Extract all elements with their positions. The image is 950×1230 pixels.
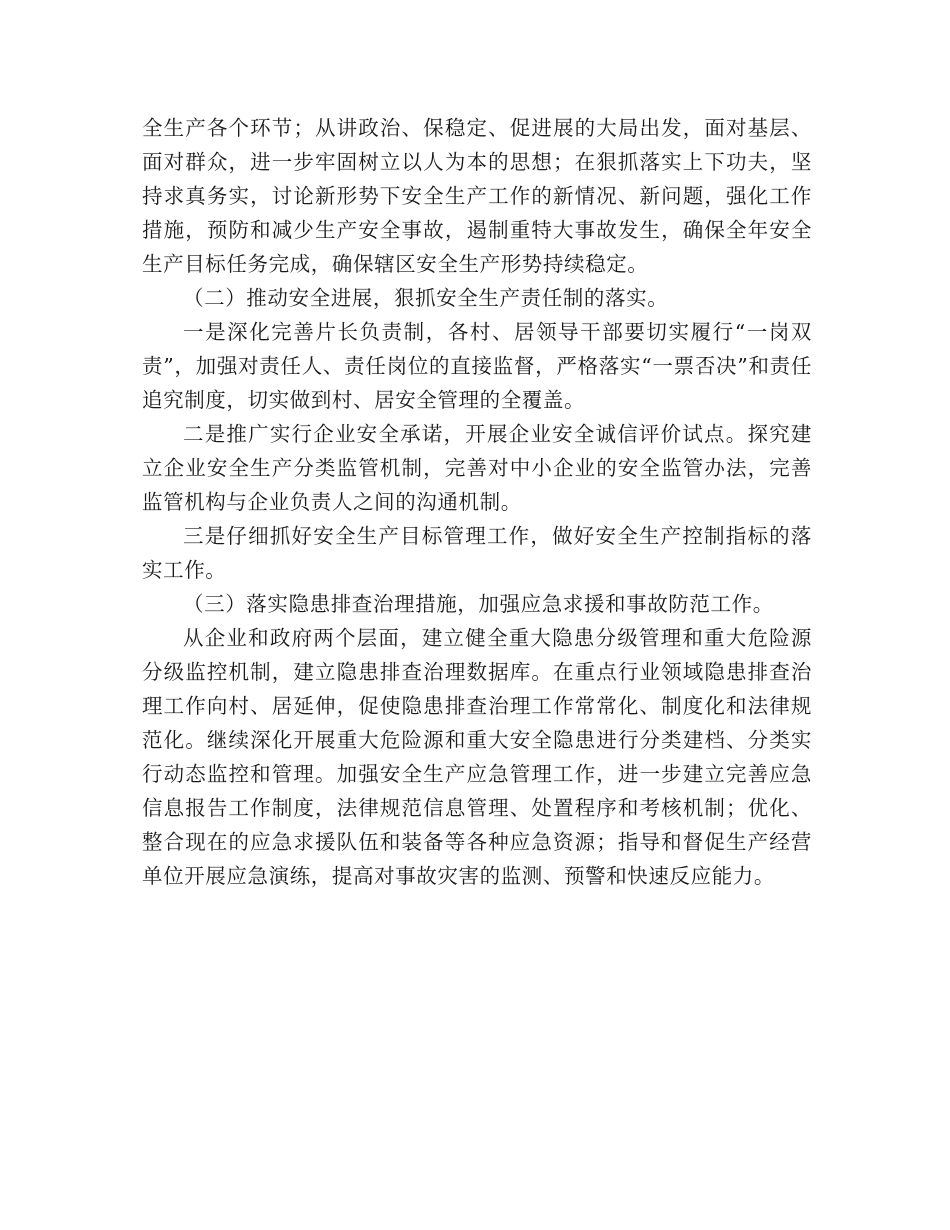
paragraph-item-3: 三是仔细抓好安全生产目标管理工作，做好安全生产控制指标的落实工作。 [142,524,812,582]
paragraph-item-1: 一是深化完善片长负责制，各村、居领导干部要切实履行“一岗双责”，加强对责任人、责任岗位的直接监督，严格落实“一票否决”和责任追究制度，切实做到村、居安全管理的全覆盖。 [142,320,812,412]
section-heading-2: （二）推动安全进展，狠抓安全生产责任制的落实。 [183,286,669,310]
document-body [142,111,812,893]
paragraph-1: 全生产各个环节；从讲政治、保稳定、促进展的大局出发，面对基层、面对群众，进一步牢固树立以人为本的思想；在狠抓落实上下功夫，坚持求真务实，讨论新形势下安全生产工作的新情况、新问题，强化工作措施，预防和减少生产安全事故，遏制重特大事故发生，确保全年安全生产目标任务完成，确保辖区安全生产形势持续稳定。 [142,116,812,276]
paragraph-item-2: 二是推广实行企业安全承诺，开展企业安全诚信评价试点。探究建立企业安全生产分类监管机制，完善对中小企业的安全监管办法，完善监管机构与企业负责人之间的沟通机制。 [142,422,812,514]
paragraph-section-3-body: 从企业和政府两个层面，建立健全重大隐患分级管理和重大危险源分级监控机制，建立隐患排查治理数据库。在重点行业领域隐患排查治理工作向村、居延伸，促使隐患排查治理工作常常化、制度化和法律规范化。继续深化开展重大危险源和重大安全隐患进行分类建档、分类实行动态监控和管理。加强安全生产应急管理工作，进一步建立完善应急信息报告工作制度，法律规范信息管理、处置程序和考核机制；优化、整合现在的应急求援队伍和装备等各种应急资源；指导和督促生产经营单位开展应急演练，提高对事故灾害的监测、预警和快速反应能力。 [142,626,812,888]
section-heading-3: （三）落实隐患排查治理措施，加强应急求援和事故防范工作。 [183,592,774,616]
